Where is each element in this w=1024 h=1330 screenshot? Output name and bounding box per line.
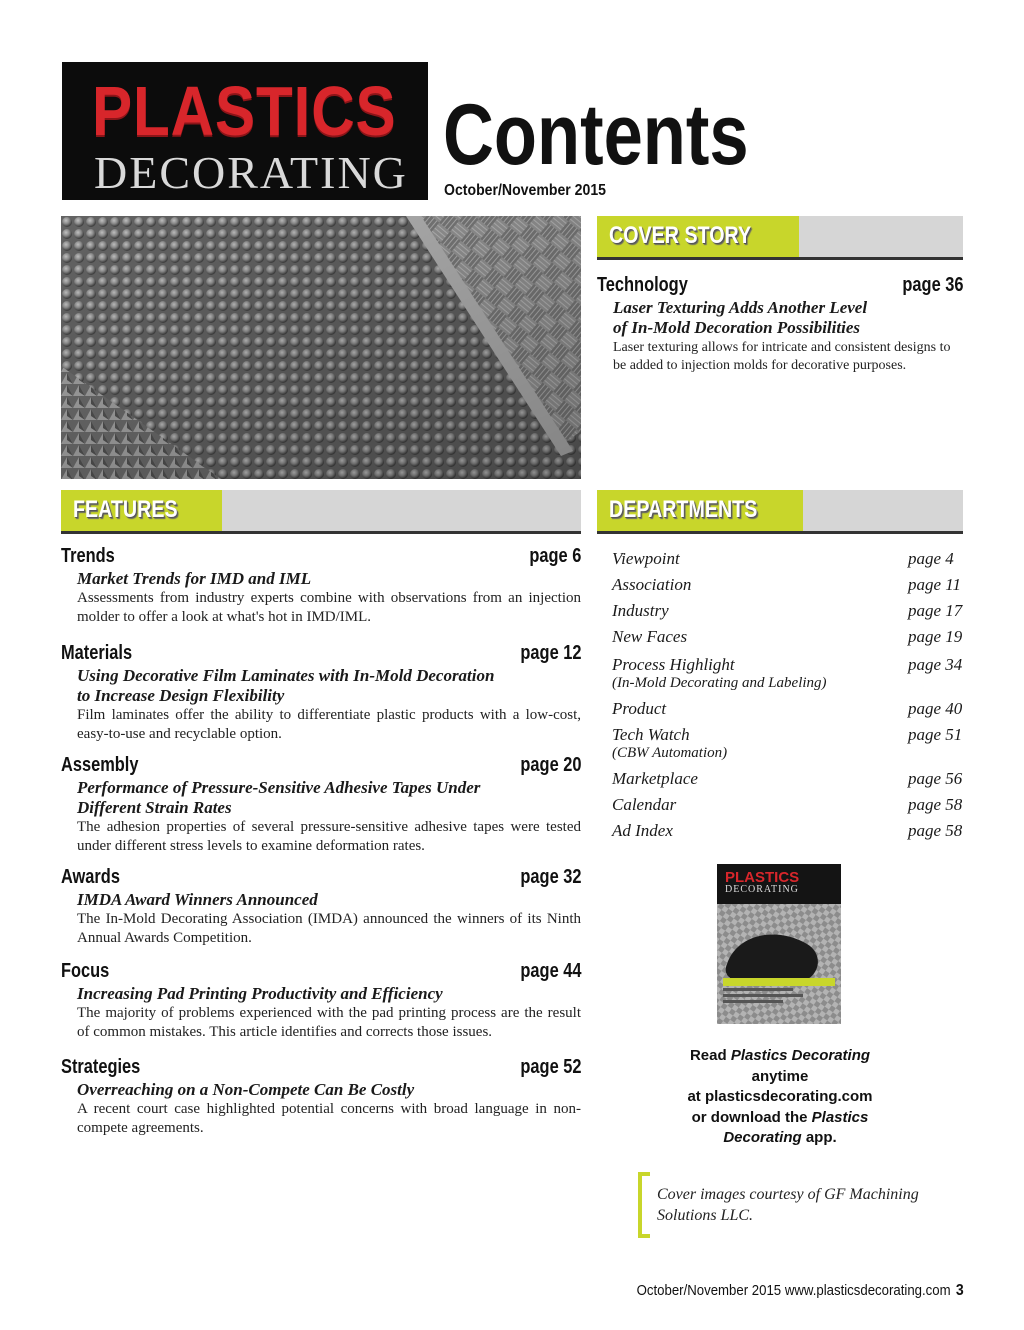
department-page: page 34 xyxy=(908,655,963,674)
features-label: FEATURES xyxy=(73,496,178,523)
magazine-name-part: Plastics xyxy=(811,1108,869,1126)
footer-text: October/November 2015 www.plasticsdecorating.com xyxy=(636,1282,951,1299)
department-row xyxy=(612,574,964,600)
entry-subtitle-line: to Increase Design Flexibility xyxy=(77,686,285,705)
entry-description: A recent court case highlighted potential concerns with broad language in non-compete agreements. xyxy=(77,1101,581,1136)
department-row xyxy=(612,794,964,820)
department-page: page 4 xyxy=(908,549,954,568)
department-page: page 51 xyxy=(908,725,963,744)
department-page: page 58 xyxy=(908,821,963,840)
feature-entry-awards xyxy=(61,866,581,948)
features-header xyxy=(61,490,581,534)
feature-entry-focus xyxy=(61,960,581,1042)
entry-description: The adhesion properties of several pressure-sensitive adhesive tapes were tested under different stress levels to examine deformation rates. xyxy=(77,819,581,854)
read-online-info xyxy=(650,1046,910,1149)
department-row xyxy=(612,626,964,654)
cover-story-entry xyxy=(597,274,963,375)
page-number: 3 xyxy=(956,1282,964,1299)
entry-category: Assembly xyxy=(61,754,139,776)
entry-subtitle-line: IMDA Award Winners Announced xyxy=(77,890,318,909)
department-name: Marketplace xyxy=(612,769,698,788)
app-word: app. xyxy=(805,1129,837,1146)
department-name: Industry xyxy=(612,601,669,620)
magazine-name: Plastics Decorating xyxy=(730,1047,871,1064)
department-page: page 17 xyxy=(908,601,963,620)
magazine-cover-thumbnail xyxy=(717,864,841,1024)
entry-category: Strategies xyxy=(61,1056,141,1078)
cover-story-header xyxy=(597,216,963,260)
entry-page: page 6 xyxy=(529,545,581,567)
department-row xyxy=(612,654,964,698)
entry-category: Materials xyxy=(61,642,133,664)
entry-page: page 32 xyxy=(519,866,581,888)
department-name: New Faces xyxy=(612,627,688,646)
department-row xyxy=(612,548,964,574)
department-subtitle: (In-Mold Decorating and Labeling) xyxy=(612,675,827,691)
entry-description: Film laminates offer the ability to differentiate plastic products with a low-cost, easy-to-use and recyclable option. xyxy=(77,707,581,742)
feature-entry-strategies xyxy=(61,1056,581,1138)
logo-line-decorating: DECORATING xyxy=(94,147,408,198)
department-row xyxy=(612,600,964,626)
departments-label: DEPARTMENTS xyxy=(609,496,758,523)
department-name: Calendar xyxy=(612,795,677,814)
department-name: Viewpoint xyxy=(612,549,680,568)
mini-cover-subtitle: DECORATING xyxy=(725,884,799,895)
department-page: page 58 xyxy=(908,795,963,814)
department-page: page 40 xyxy=(908,699,963,718)
entry-page: page 36 xyxy=(901,274,963,296)
department-name: Process Highlight xyxy=(612,655,735,674)
issue-date: October/November 2015 xyxy=(444,182,606,199)
magazine-name-part: Decorating xyxy=(723,1129,802,1146)
entry-page: page 20 xyxy=(519,754,581,776)
download-text: or download the xyxy=(691,1108,808,1126)
cover-credit: Cover images courtesy of GF Machining Solutions LLC. xyxy=(657,1186,919,1224)
department-name: Association xyxy=(612,575,692,594)
entry-page: page 12 xyxy=(519,642,581,664)
department-page: page 19 xyxy=(908,627,963,646)
department-page: page 56 xyxy=(908,769,963,788)
entry-description: The In-Mold Decorating Association (IMDA) announced the winners of its Ninth Annual Awards Competition. xyxy=(77,911,581,946)
feature-entry-materials xyxy=(61,642,581,744)
entry-subtitle-line: Overreaching on a Non-Compete Can Be Costly xyxy=(77,1080,415,1099)
feature-entry-trends xyxy=(61,545,581,627)
feature-entry-assembly xyxy=(61,754,581,856)
entry-subtitle-line: Using Decorative Film Laminates with In-Mold Decoration xyxy=(77,666,495,685)
entry-subtitle-line: Market Trends for IMD and IML xyxy=(77,569,312,588)
entry-description: The majority of problems experienced with the pad printing process are the result of common mistakes. This article identifies and corrects those issues. xyxy=(77,1005,581,1040)
department-name: Ad Index xyxy=(612,821,673,840)
page-footer xyxy=(637,1282,964,1300)
entry-subtitle-line: Different Strain Rates xyxy=(77,798,232,817)
read-word: Read xyxy=(689,1047,727,1064)
entry-category: Awards xyxy=(61,866,120,888)
departments-header xyxy=(597,490,963,534)
departments-list xyxy=(612,548,964,846)
entry-category: Focus xyxy=(61,960,110,982)
entry-category: Technology xyxy=(597,274,688,296)
department-row xyxy=(612,768,964,794)
department-row xyxy=(612,724,964,768)
logo-line-plastics: PLASTICS xyxy=(92,72,397,150)
department-name: Tech Watch xyxy=(612,725,690,744)
department-subtitle: (CBW Automation) xyxy=(612,745,728,761)
department-row xyxy=(612,820,964,846)
entry-description: Laser texturing allows for intricate and consistent designs to be added to injection molds for decorative purposes. xyxy=(613,340,951,373)
cover-texture-image xyxy=(61,216,581,479)
cover-story-label: COVER STORY xyxy=(609,222,752,249)
entry-page: page 52 xyxy=(519,1056,581,1078)
page-title: Contents xyxy=(443,87,749,183)
entry-subtitle-line: of In-Mold Decoration Possibilities xyxy=(613,318,860,337)
website-line[interactable]: at plasticsdecorating.com xyxy=(687,1088,873,1105)
entry-page: page 44 xyxy=(519,960,581,982)
entry-subtitle-line: Laser Texturing Adds Another Level xyxy=(613,298,868,317)
credit-bracket xyxy=(638,1172,650,1238)
entry-category: Trends xyxy=(61,545,115,567)
magazine-logo xyxy=(62,62,428,200)
department-page: page 11 xyxy=(908,575,962,594)
anytime-word: anytime xyxy=(751,1067,809,1085)
entry-description: Assessments from industry experts combine with observations from an injection molder to offer a look at what's hot in IMD/IML. xyxy=(77,590,581,625)
mini-cover-title: PLASTICS xyxy=(725,869,800,886)
department-name: Product xyxy=(612,699,667,718)
entry-subtitle-line: Increasing Pad Printing Productivity and Efficiency xyxy=(77,984,443,1003)
entry-subtitle-line: Performance of Pressure-Sensitive Adhesive Tapes Under xyxy=(77,778,481,797)
department-row xyxy=(612,698,964,724)
